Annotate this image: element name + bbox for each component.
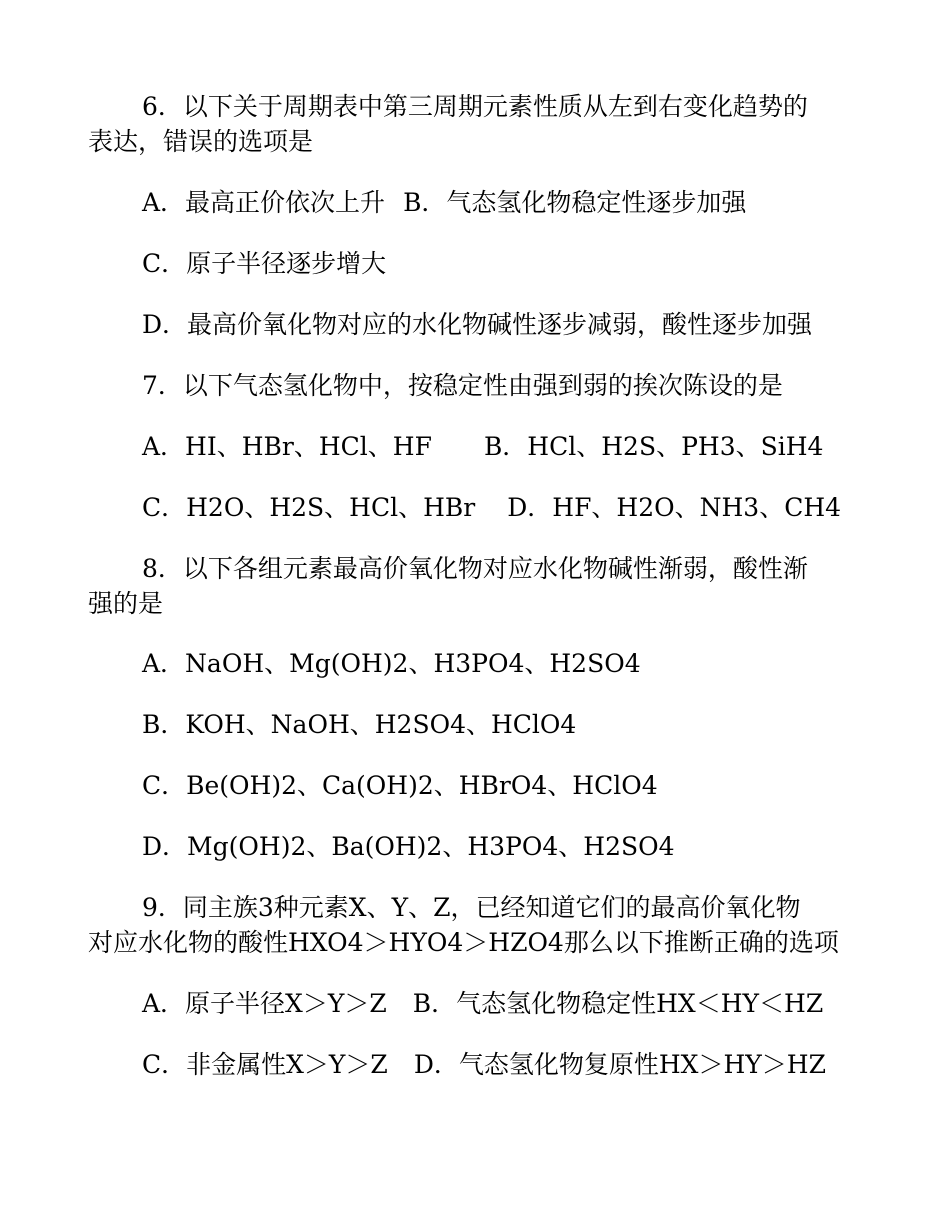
question-9-options-row-1 xyxy=(142,988,823,1020)
question-8-stem-line-2: 强的是 xyxy=(88,589,164,618)
question-9-options-row-2 xyxy=(142,1049,826,1081)
question-8-stem-line-1: 8．以下各组元素最高价氧化物对应水化物碱性渐弱，酸性渐 xyxy=(142,554,808,583)
question-6-option-c: C．原子半径逐步增大 xyxy=(142,249,387,278)
question-9-option-b: B．气态氢化物稳定性HX＜HY＜HZ xyxy=(412,989,824,1018)
question-6-option-b: B．气态氢化物稳定性逐步加强 xyxy=(403,188,747,217)
question-8-option-c: C．Be(OH)2、Ca(OH)2、HBrO4、HClO4 xyxy=(142,771,658,800)
question-9-stem-line-1: 9．同主族3种元素X、Y、Z，已经知道它们的最高价氧化物 xyxy=(142,893,801,922)
question-8-option-b: B．KOH、NaOH、H2SO4、HClO4 xyxy=(142,710,577,739)
question-9-option-d: D．气态氢化物复原性HX＞HY＞HZ xyxy=(413,1050,826,1079)
question-8-option-d: D．Mg(OH)2、Ba(OH)2、H3PO4、H2SO4 xyxy=(142,832,675,861)
question-7-option-a: A．HI、HBr、HCl、HF xyxy=(142,432,432,461)
question-7-option-c: C．H2O、H2S、HCl、HBr xyxy=(142,493,476,522)
question-6-stem-line-1: 6．以下关于周期表中第三周期元素性质从左到右变化趋势的 xyxy=(142,92,808,121)
question-6-option-d: D．最高价氧化物对应的水化物碱性逐步减弱，酸性逐步加强 xyxy=(142,310,813,339)
question-7-option-b: B．HCl、H2S、PH3、SiH4 xyxy=(483,432,824,461)
question-7-option-d: D．HF、H2O、NH3、CH4 xyxy=(507,493,842,522)
question-9-stem-line-2: 对应水化物的酸性HXO4＞HYO4＞HZO4那么以下推断正确的选项 xyxy=(88,928,839,957)
question-9-option-c: C．非金属性X＞Y＞Z xyxy=(142,1050,388,1079)
question-6-stem-line-2: 表达，错误的选项是 xyxy=(88,127,314,156)
question-7-stem-line-1: 7．以下气态氢化物中，按稳定性由强到弱的挨次陈设的是 xyxy=(142,371,783,400)
question-6-option-a: A．最高正价依次上升 xyxy=(142,188,386,217)
question-6-options-row-1 xyxy=(142,187,746,219)
question-9-option-a: A．原子半径X＞Y＞Z xyxy=(142,989,387,1018)
question-7-options-row-1 xyxy=(142,431,823,463)
question-7-options-row-2 xyxy=(142,492,841,524)
question-8-option-a: A．NaOH、Mg(OH)2、H3PO4、H2SO4 xyxy=(142,649,641,678)
